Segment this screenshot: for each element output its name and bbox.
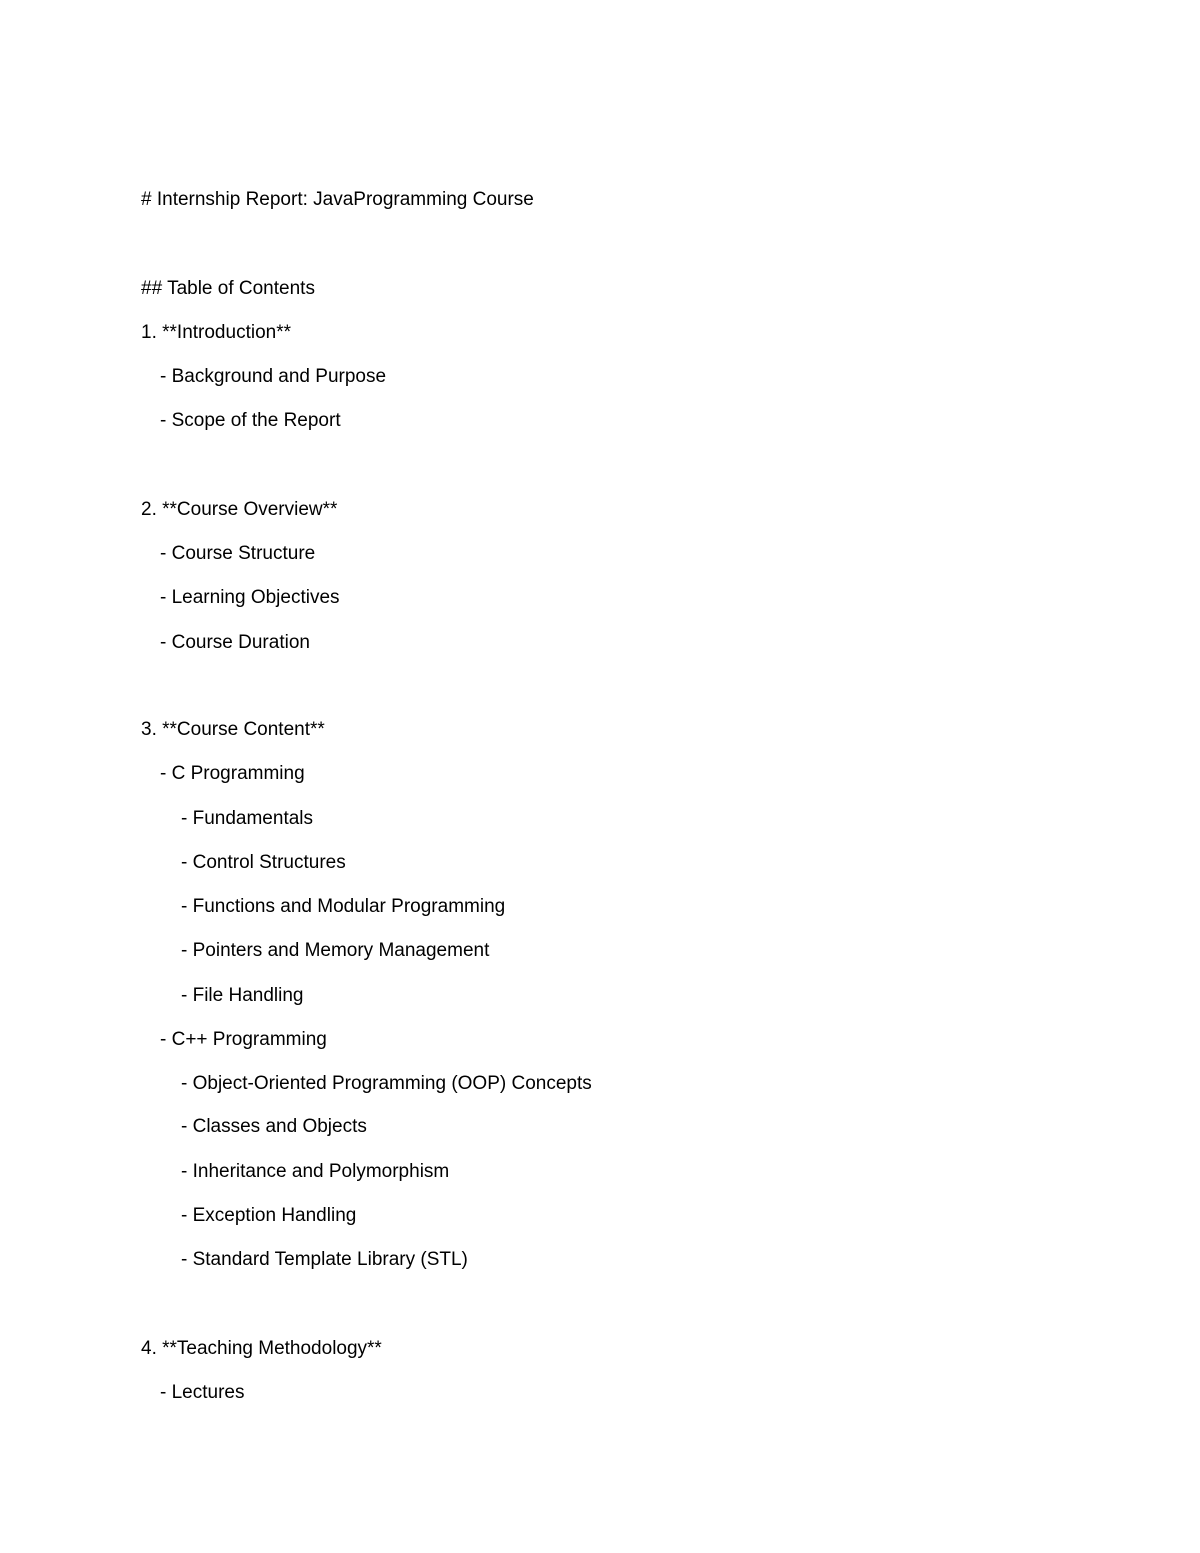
- toc-item: - Background and Purpose: [160, 366, 387, 387]
- toc-subitem: - File Handling: [181, 985, 304, 1006]
- toc-subitem: - Control Structures: [181, 852, 346, 873]
- toc-item: - Course Structure: [160, 543, 316, 564]
- toc-subitem: - Pointers and Memory Management: [181, 940, 490, 961]
- toc-item: - Course Duration: [160, 632, 310, 653]
- toc-section-course-content: 3. **Course Content**: [141, 719, 325, 740]
- toc-subitem: - Fundamentals: [181, 808, 314, 829]
- toc-subitem: - Inheritance and Polymorphism: [181, 1161, 450, 1182]
- toc-subitem: - Object-Oriented Programming (OOP) Concepts: [181, 1073, 592, 1094]
- toc-heading: ## Table of Contents: [141, 278, 315, 299]
- toc-item: - C++ Programming: [160, 1029, 327, 1050]
- toc-item: - Scope of the Report: [160, 410, 341, 431]
- toc-section-teaching-methodology: 4. **Teaching Methodology**: [141, 1338, 382, 1359]
- toc-subitem: - Functions and Modular Programming: [181, 896, 506, 917]
- toc-item: - Learning Objectives: [160, 587, 340, 608]
- toc-subitem: - Standard Template Library (STL): [181, 1249, 468, 1270]
- toc-section-introduction: 1. **Introduction**: [141, 322, 291, 343]
- toc-section-course-overview: 2. **Course Overview**: [141, 499, 338, 520]
- toc-subitem: - Exception Handling: [181, 1205, 357, 1226]
- toc-item: - Lectures: [160, 1382, 245, 1403]
- toc-item: - C Programming: [160, 763, 305, 784]
- document-title: # Internship Report: JavaProgramming Course: [141, 189, 534, 210]
- toc-subitem: - Classes and Objects: [181, 1116, 367, 1137]
